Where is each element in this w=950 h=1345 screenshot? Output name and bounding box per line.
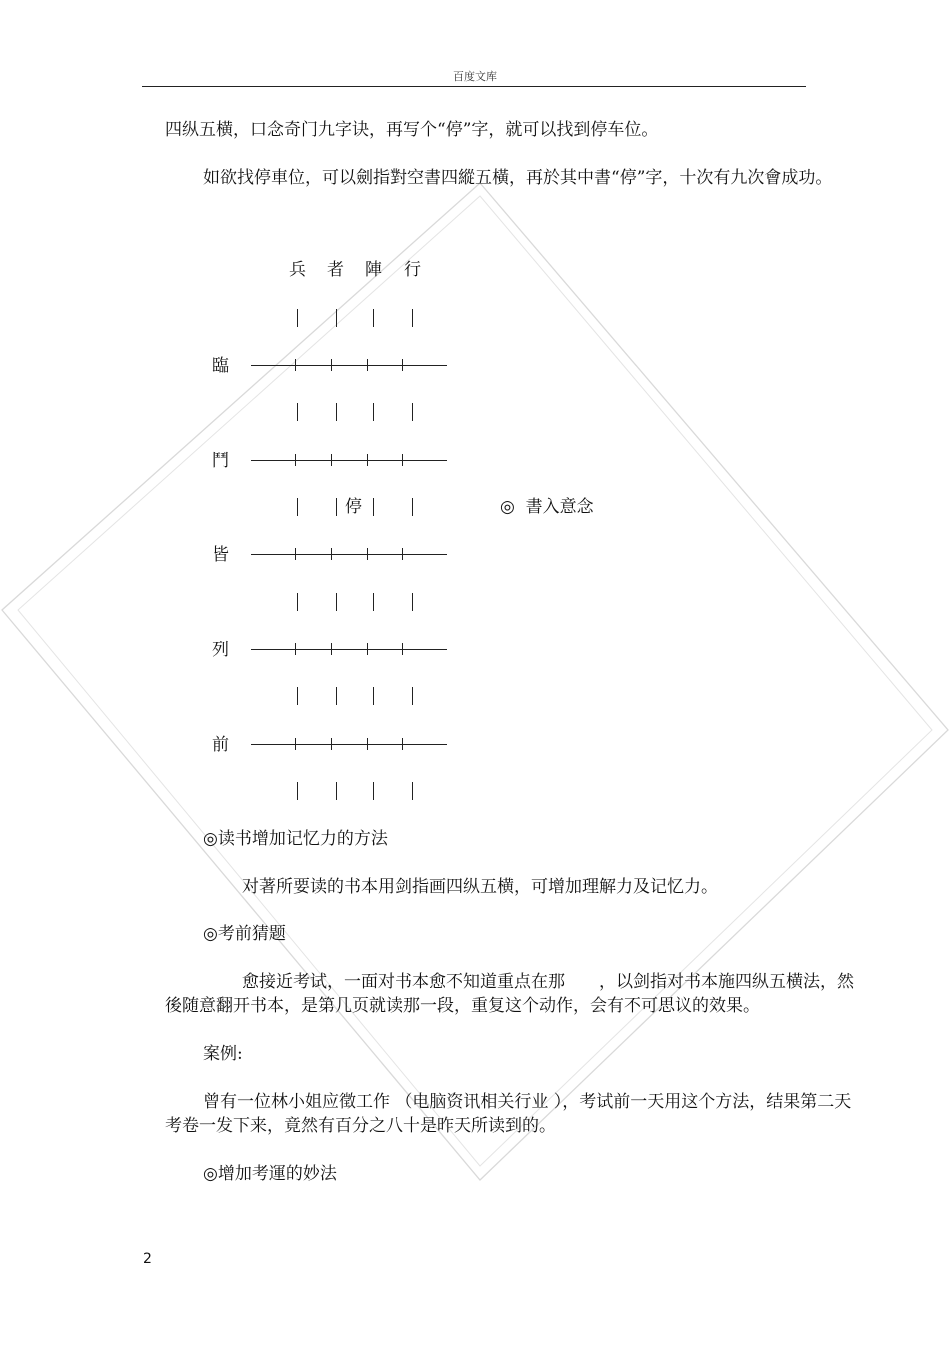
diagram-row-char: 列 [212, 640, 229, 660]
cross-tick [331, 643, 332, 655]
diagram-row-char: 皆 [212, 545, 229, 565]
header-title: 百度文库 [453, 70, 497, 83]
cross-tick [402, 359, 403, 371]
horizontal-stroke [251, 460, 447, 461]
cross-tick [367, 454, 368, 466]
section-body-exam-line1: 愈接近考试，一面对书本愈不知道重点在那 ，以剑指对书本施四纵五横法，然 [242, 972, 854, 992]
case-label: 案例: [203, 1044, 243, 1064]
cross-tick [367, 643, 368, 655]
section-body-memory: 对著所要读的书本用剑指画四纵五横，可增加理解力及记忆力。 [242, 877, 718, 897]
horizontal-stroke [251, 365, 447, 366]
vertical-stroke [412, 687, 413, 705]
vertical-stroke [373, 782, 374, 800]
cross-tick [402, 548, 403, 560]
cross-tick [295, 738, 296, 750]
cross-tick [295, 643, 296, 655]
cross-tick [367, 738, 368, 750]
section-title-memory: ◎读书增加记忆力的方法 [203, 829, 388, 849]
vertical-stroke [297, 498, 298, 516]
paragraph-2: 如欲找停車位，可以劍指對空書四縱五橫，再於其中書“停”字，十次有九次會成功。 [203, 168, 833, 188]
diagram-top-char: 兵 [289, 260, 306, 280]
intention-note: ◎ 書入意念 [500, 497, 594, 517]
diagram-top-char: 者 [327, 260, 344, 280]
cross-tick [331, 454, 332, 466]
case-body-line2: 考卷一发下来，竟然有百分之八十是昨天所读到的。 [165, 1116, 556, 1136]
vertical-stroke [373, 309, 374, 327]
diagram-row-char: 臨 [212, 356, 229, 376]
case-body-line1: 曾有一位林小姐应徵工作 （电脑资讯相关行业 ），考试前一天用这个方法，结果第二天 [203, 1092, 852, 1112]
vertical-stroke [297, 309, 298, 327]
section-title-exam-luck: ◎增加考運的妙法 [203, 1164, 337, 1184]
vertical-stroke [336, 782, 337, 800]
cross-tick [402, 738, 403, 750]
section-title-exam-guess: ◎考前猜题 [203, 924, 286, 944]
cross-tick [331, 359, 332, 371]
vertical-stroke [297, 593, 298, 611]
page-number: 2 [143, 1251, 152, 1267]
horizontal-stroke [251, 744, 447, 745]
paragraph-1: 四纵五横，口念奇门九字诀，再写个“停”字，就可以找到停车位。 [165, 120, 659, 140]
vertical-stroke [297, 687, 298, 705]
vertical-stroke [336, 309, 337, 327]
vertical-stroke [336, 687, 337, 705]
cross-tick [402, 643, 403, 655]
header-divider [142, 86, 806, 87]
vertical-stroke [336, 593, 337, 611]
horizontal-stroke [251, 554, 447, 555]
center-ting-char: 停 [345, 497, 362, 517]
cross-tick [367, 548, 368, 560]
vertical-stroke [412, 309, 413, 327]
vertical-stroke [412, 498, 413, 516]
diagram-row-char: 鬥 [212, 451, 229, 471]
section-body-exam-line2: 後随意翻开书本，是第几页就读那一段，重复这个动作，会有不可思议的效果。 [165, 996, 760, 1016]
diagram-top-char: 行 [404, 260, 421, 280]
diagram-row-char: 前 [212, 735, 229, 755]
diagram-top-char: 陣 [365, 260, 382, 280]
vertical-stroke [373, 403, 374, 421]
vertical-stroke [412, 403, 413, 421]
vertical-stroke [336, 403, 337, 421]
vertical-stroke [412, 782, 413, 800]
vertical-stroke [373, 498, 374, 516]
vertical-stroke [412, 593, 413, 611]
cross-tick [295, 359, 296, 371]
vertical-stroke [373, 687, 374, 705]
vertical-stroke [297, 403, 298, 421]
cross-tick [367, 359, 368, 371]
cross-tick [331, 548, 332, 560]
cross-tick [402, 454, 403, 466]
vertical-stroke [297, 782, 298, 800]
cross-tick [295, 454, 296, 466]
vertical-stroke [373, 593, 374, 611]
horizontal-stroke [251, 649, 447, 650]
cross-tick [295, 548, 296, 560]
vertical-stroke [336, 498, 337, 516]
cross-tick [331, 738, 332, 750]
